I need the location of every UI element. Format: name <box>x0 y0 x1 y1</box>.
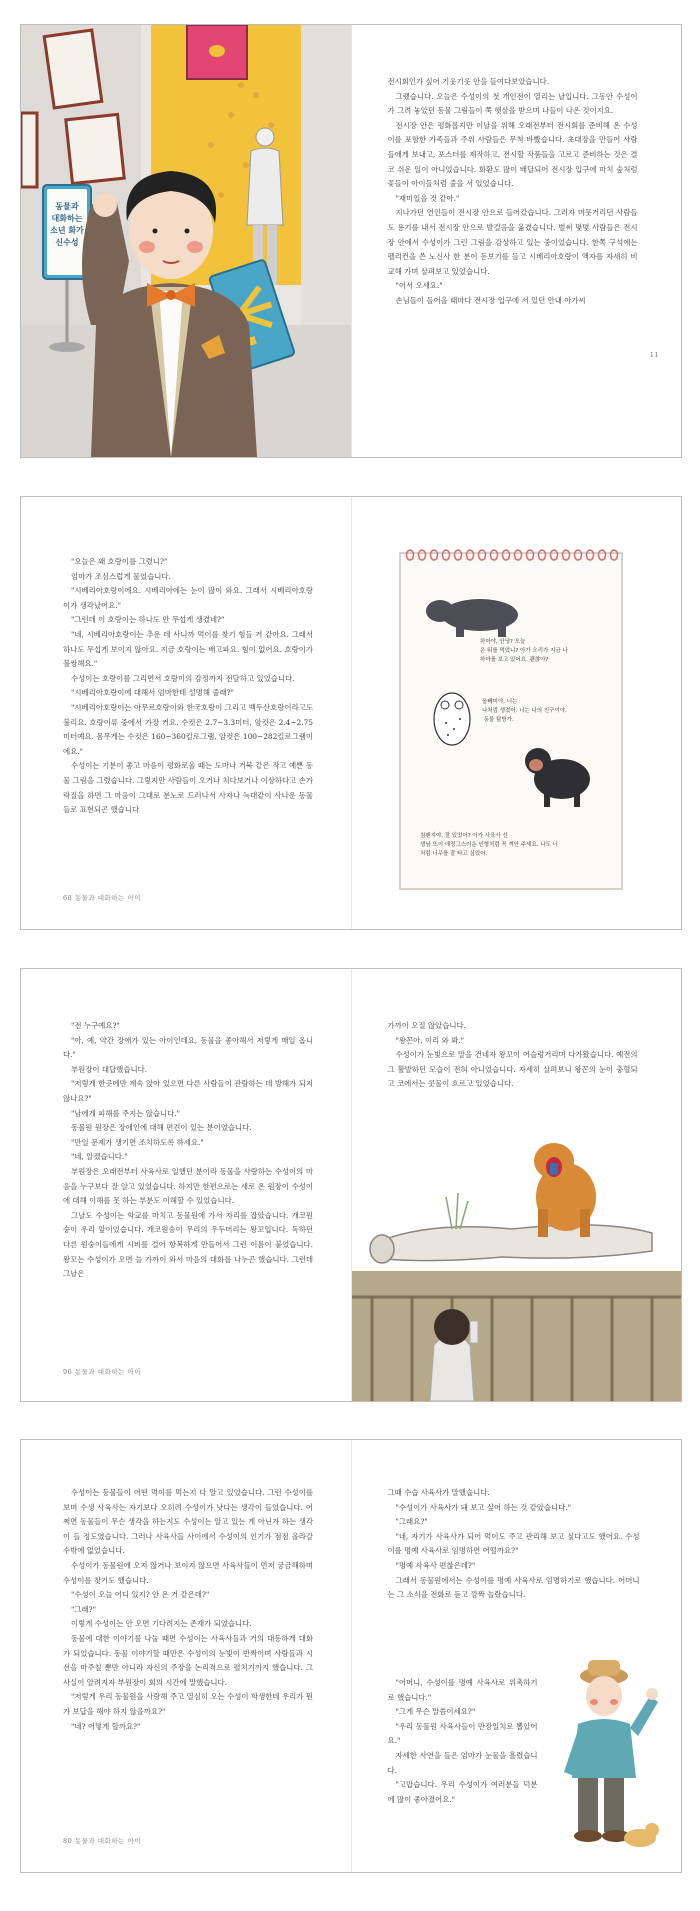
page-right-text-illustration <box>352 969 682 1401</box>
paragraph: 그때 수습 사육사가 말했습니다. <box>387 1488 490 1497</box>
body-text <box>388 75 638 309</box>
sign-line-3: 소년 화가 <box>50 226 84 235</box>
note-hippo-text: 하마를 보고 있어요. 괜찮아? <box>479 657 548 663</box>
paragraph: "그래요?" <box>395 1517 428 1527</box>
body-text <box>388 1019 638 1092</box>
paragraph: 수성이가 눈빛으로 말을 건네자 왕꼬이 어슬렁거리며 다가왔습니다. 예전의 그 활발하던 모습이 전혀 아니었습니다. 자세히 살펴보니 왕꼰의 눈이 충혈되고 코에서는 콧물이 흐르고 있었습니다. <box>387 1050 638 1089</box>
paragraph: "네, 시베리아호랑이는 추운 데 사니까 먹이를 찾기 힘들 거 같아요. 그래서 하나도 무섭게 보이지 않아요. 지금 호랑이는 배고파요. 힘이 없어요. 호랑이가 불쌍해요." <box>63 629 313 669</box>
running-title: 동물과 대화하는 아이 <box>74 1368 142 1376</box>
spread-3 <box>20 968 682 1402</box>
paragraph: 전시회인가 싶어 기웃기웃 안을 들여다보았습니다. <box>387 77 550 86</box>
paragraph: 자세한 사연을 들은 엄마가 눈물을 흘렸습니다. <box>387 1750 538 1775</box>
page-number: 68 <box>63 894 73 902</box>
paragraph: 부원장이 대답했습니다. <box>71 1064 148 1074</box>
paragraph: "고맙습니다. 우리 수성이가 여러분들 덕분에 많이 좋아졌어요." <box>387 1780 538 1804</box>
note-chimp-text: 생님 또이 애정그스러운 인형처럼 꼭 껴안 주세요. 나도 너 <box>419 842 558 848</box>
page-footer <box>63 1836 141 1845</box>
paragraph: "시베리아호랑이는 아무르호랑이와 한국호랑이 그리고 백두산호랑이라고도 불리요. 호랑이류 중에서 가장 커요. 수컷은 2.7~3.3미터, 암컷은 2.4~2.75미터예요. 몸무게는 수컷은 160~360킬로그램, 암컷은 100~282킬로그램이에요." <box>63 702 313 756</box>
paragraph: "그게 무슨 말씀이세요?" <box>395 1707 476 1717</box>
paragraph: 수성이는 기분이 좋고 마음이 평화로울 때는 도마나 거북 같은 작고 예쁜 동물 그림을 그렸습니다. 그렇지만 사람들이 오거나 처다보거나 이상하다고 손가락질을 하면 그 마음이 그대로 분노로 드러나서 사자나 늑대같이 사나운 동물들로 표현되곤 했습니다 <box>63 761 313 815</box>
sign-line-1: 동물과 <box>55 202 79 211</box>
page-illustration-boy-at-exhibition <box>21 25 352 457</box>
paragraph: "저렇게 한곳에만 계속 앉아 있으면 다른 사람들이 관람하는 데 방해가 되지 않나요?" <box>63 1079 313 1103</box>
page-footer <box>63 893 141 902</box>
cat-icon <box>624 1823 659 1847</box>
body-text <box>388 1486 640 1603</box>
paragraph: "만일 문제가 생기면 조치하도록 하세요." <box>71 1137 204 1147</box>
body-text <box>63 1019 313 1282</box>
page-number: 11 <box>649 351 659 359</box>
sign-line-2: 대화하는 <box>51 214 83 223</box>
note-owl-text: 동물 탐방가. <box>481 717 514 723</box>
paragraph: "시베리아호랑이에요. 시베리아에는 눈이 많이 와요. 그래서 시베리아호랑이가 생각났어요." <box>63 586 313 610</box>
paragraph: "수성이가 사육사가 돼 보고 싶어 하는 것 같았습니다." <box>395 1502 572 1512</box>
paragraph: "전 누구예요?" <box>71 1021 120 1030</box>
paragraph: "네, 알겠습니다." <box>71 1152 128 1162</box>
page-left-text <box>21 1440 352 1872</box>
body-text <box>63 1486 313 1734</box>
note-chimp-text: 처럼 너무를 잘 타고 싶었어. <box>419 851 487 857</box>
paragraph: 그랬습니다. 오늘은 수성이의 첫 개인전이 열리는 날입니다. 그동안 수성이가 그려 놓았던 동물 그림들이 쭉 햇살을 받으며 나들이 나온 것이지요. <box>387 91 638 116</box>
paragraph: 수성이가 동물원에 오지 않거나 보이지 않으면 사육사들이 먼저 궁금해하며 수성이를 찾기도 했습니다. <box>63 1560 313 1585</box>
paragraph: "오늘은 왜 호랑이를 그렸니?" <box>71 557 168 566</box>
running-title: 동물과 대화하는 아이 <box>74 894 142 902</box>
paragraph: "그래?" <box>71 1604 97 1614</box>
paragraph: "명예 사육사 편찮은데?" <box>395 1560 476 1570</box>
zoo-baboon-illustration <box>352 1101 682 1401</box>
page-left-text <box>21 497 352 929</box>
body-text <box>63 555 313 818</box>
paragraph: "아, 예, 약간 장애가 있는 아이인데요, 동물을 좋아해서 저렇게 매일 옵니다." <box>63 1035 313 1060</box>
baboon-icon <box>534 1143 596 1237</box>
sign-line-4: 신수성 <box>55 238 79 247</box>
paragraph: 엄마가 조심스럽게 물었습니다. <box>71 571 171 581</box>
body-text-narrow <box>388 1676 538 1807</box>
paragraph: "그런데 이 호랑이는 하나도 안 무섭게 생겼네?" <box>71 615 225 625</box>
paragraph: 지나가던 연인들이 전시장 안으로 들어갔습니다. 그러자 머뭇거리던 사람들도 용기를 내서 전시장 안으로 발걸음을 옮겼습니다. 벌써 몇몇 사람들은 전시장 안에서 수성이가 그린 그림을 감상하고 있는 중이었습니다. 한쪽 구석에는 펠리컨을 쓴 노신사 한 분이 돋보기를 들고 시베리아호랑이 액자를 자세히 비교해 가며 살펴보고 있었습니다. <box>387 208 638 276</box>
spread-1 <box>20 24 682 458</box>
note-chimp-text: 침팬지야, 잘 있었어? 아가 사육사 선 <box>419 833 508 839</box>
paragraph: "왕꼰아, 이리 와 봐." <box>395 1035 465 1045</box>
running-title: 동물과 대화하는 아이 <box>74 1837 142 1845</box>
paragraph: "남에게 피해를 주지는 않습니다." <box>71 1108 181 1118</box>
boy-back-figure <box>430 1309 478 1401</box>
paragraph: "네? 어떻게 할까요?" <box>71 1721 141 1731</box>
note-hippo-text: 은 뭐를 먹었니? 아가 오리가 지금 나 <box>479 648 570 654</box>
page-left-text <box>21 969 352 1401</box>
paragraph: "네, 자기가 사육사가 되어 먹이도 주고 관리해 보고 싶다고도 했어요. 수성이를 명예 사육사로 임명하면 어떨까요?" <box>387 1531 640 1556</box>
paragraph: "어머니, 수성이를 명예 사육사로 위촉하기로 했습니다." <box>387 1678 538 1702</box>
paragraph: 동물원 원장은 장애인에 대해 편견이 있는 분이었습니다. <box>71 1123 252 1133</box>
paragraph: "저렇게 우리 동물원을 사랑해 주고 열심히 오는 수성이 학생한테 우리가 뭔가 보답을 해야 하지 않을까요?" <box>63 1692 313 1716</box>
note-hippo-text: 하마야, 안녕? 오늘 <box>479 639 525 645</box>
note-owl-text: 나처럼 생겼어. 너는 나의 친구이야. <box>481 708 567 714</box>
owl-icon <box>434 693 470 745</box>
spread-4 <box>20 1439 682 1873</box>
paragraph: "어서 오세요." <box>395 281 443 291</box>
page-number: 80 <box>63 1837 73 1845</box>
paragraph: "우리 동물원 사육사들이 만장일치로 뽑았어요." <box>387 1721 538 1746</box>
paragraph: "시베리아호랑이에 대해서 엄마한테 설명해 줄래?" <box>71 688 234 698</box>
page-right-text <box>352 25 682 457</box>
paragraph: 손님들이 들어올 때마다 전시장 입구에 서 있던 안내 아가씨 <box>395 295 586 305</box>
paragraph: 수성이는 호랑이를 그리면서 호랑이의 감정까지 전달하고 있었습니다. <box>71 673 295 683</box>
paragraph: 그래서 동물원에서는 수성이를 명예 사육사로 임명하기로 했습니다. 어머니는 그 소식을 전화로 듣고 깜짝 놀랐습니다. <box>387 1575 640 1600</box>
paragraph: 전시장 안은 평화롭지만 이날을 위해 오래전부터 전시회를 준비해 온 수성이를 포함한 가족들과 주위 사람들은 무척 바빴습니다. 초대장을 만들어 사람들에게 보내고, 포스터를 제작하고, 전시할 작품들을 고르고 준비하는 것은 결코 쉬운 일이 아니었습니다. 화환도 많이 배달되어 전시장 입구에 마치 숲처럼 꽃들이 아이들처럼 줄을 서 있었습니다. <box>387 120 638 189</box>
paragraph: "재미있을 것 같아." <box>395 193 460 203</box>
boy-zookeeper-illustration <box>548 1652 668 1852</box>
page-illustration-sketchbook <box>352 497 682 929</box>
paragraph: 그날도 수성이는 학교를 마치고 동물원에 가서 자리를 잡았습니다. 개코원숭이 우리 앞이었습니다. 개코원숭이 무리의 우두머리는 왕꼬입니다. 독하던 다른 원숭이들에게 시비를 걸어 항복하게 만들어서 그런 이름이 붙었습니다. 왕꼬는 수성이가 오면 늘 가까이 와서 마음의 대화를 나누곤 했습니다. 그런데 그날은 <box>63 1210 313 1279</box>
paragraph: 부원장은 오래전부터 사육사로 일했던 분이라 동물을 사랑하는 수성이의 마음을 누구보다 잘 알고 있었습니다. 하지만 한편으로는 새로 온 원장이 수성이에 대해 이해를 못 하는 부분도 이해할 수 있었습니다. <box>63 1166 313 1206</box>
sketchbook-illustration <box>352 497 682 929</box>
paragraph: 이렇게 수성이는 안 오면 기다려지는 존재가 되었습니다. <box>71 1619 252 1629</box>
exhibition-illustration <box>21 25 351 457</box>
page-right-text-illustration <box>352 1440 682 1872</box>
note-owl-text: 올빼미야, 너는 <box>481 699 519 705</box>
page-number: 96 <box>63 1368 73 1376</box>
paragraph: 수성이는 동물들이 어떤 먹이를 먹는지 다 알고 있었습니다. 그런 수성이를 보며 수생 사육사는 자기보다 오히려 수성이가 낫다는 생각이 들었습니다. 어쩌면 동물들이 무슨 생각을 하는지도 수성이는 알고 있는 게 아닌가 하는 생각이 들 정도였습니다. 그러나 사육사들 사이에서 수성이의 인기가 점점 올라갈 수밖에 없었습니다. <box>63 1488 313 1556</box>
paragraph: 동물에 대한 이야기를 나눌 때면 수성이는 사육사들과 거의 대등하게 대화가 되었습니다. 동물 이야기할 때만은 수성이의 눈빛이 반짝이며 사람들과 시선을 마주칠 뿐만 아니라 자신의 주장을 논리적으로 펼치기까지 했습니다. 그 사실이 알려지자 부원장이 회의 시간에 말했습니다. <box>63 1633 313 1687</box>
spread-2 <box>20 496 682 930</box>
page-footer <box>63 1367 141 1376</box>
paragraph: "수성이 오늘 어디 있지? 안 온 거 같은데?" <box>71 1590 210 1600</box>
paragraph: 가까이 오질 않았습니다. <box>387 1021 466 1030</box>
